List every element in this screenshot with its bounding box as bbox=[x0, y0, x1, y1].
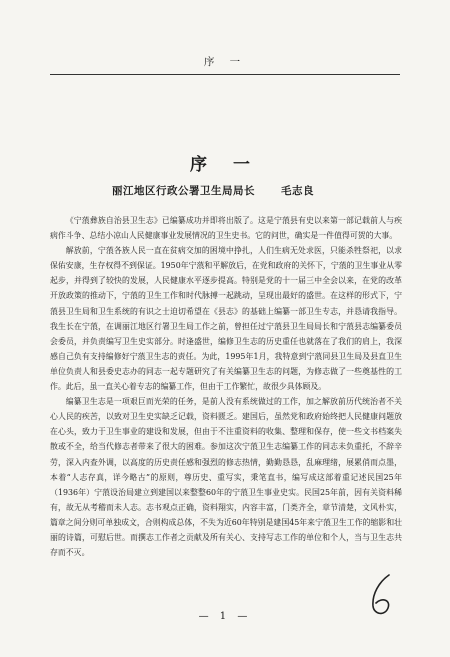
preface-body bbox=[50, 213, 402, 560]
paragraph: 解放前，宁蒗各族人民一直在贫病交加的困境中挣扎，人们生病无处求医，只能杀牲祭祀，以求保佑安康，生存权得不到保证。1950年宁蒗和平解放后，在党和政府的关怀下，宁蒗的卫生事业从零起步，并得到了较快的发展，人民健康水平逐步提高。特别是党的十一届三中全会以来，在党的改革开放政策的推动下，宁蒗的卫生工作和时代脉搏一起跳动，呈现出最好的盛世。在这样的形式下，宁蒗县卫生局和卫生系统的有识之士迫切希望在《县志》的基础上编纂一部卫生专志，并恳请我指导。我生长在宁蒗，在调丽江地区行署卫生局工作之前，曾担任过宁蒗县卫生局局长和宁蒗县志编纂委员会委员，并负责编写卫生史实部分。时逢盛世，编修卫生志的历史重任也就落在了我们的肩上，我深感自己负有支持编修好宁蒗卫生志的责任。为此，1995年1月，我特意到宁蒗同县卫生局及县直卫生单位负责人和县委史志办的同志一起专题研究了有关编纂卫生志的问题，为修志做了一些奠基性的工作。此后，虽一直关心着专志的编纂工作，但由于工作繁忙，故很少具体顾及。 bbox=[50, 246, 402, 392]
paragraph: 编纂卫生志是一项艰巨而光荣的任务，是前人没有系统做过的工作，加之解放前历代统治者不关心人民的疾苦，以致对卫生史实缺乏记载，资料匮乏。建国后，虽然党和政府始终把人民健康问题放在心头，致力于卫生事业的建设和发展，但由于不注重资料的收集、整理和保存，使一些文书档案失散或不全，给当代修志者带来了很大的困难。参加这次宁蒗卫生志编纂工作的同志未负重托，不辞辛劳，深入内查外调，以高度的历史责任感和强烈的修志热情，勤勤恳恳，乱麻理绪，展累俏而点墨，本着“人志存真，详今略古”的原则，尊历史、重写实，秉笔直书，编写成这部着重记述民国25年（1936年）宁蒗设治局建立到建国以来整整60年的宁蒗卫生事业史实。民国25年前，因有关资料稀有，故无从考稽而未人志。志书观点正确，资料翔实，内容丰富，门类齐全，章节清楚，文风朴实，篇章之间分则可单独成文，合则构成总体，不失为近60年特别是建国45年来宁蒗卫生工作的缩影和壮丽的诗篇，可慰后世。而撰志工作者之贡献及所有关心、支持写志工作的单位和个人，当与卫生志共存而不灭。 bbox=[50, 397, 402, 558]
page-title: 序 一 bbox=[190, 155, 260, 175]
page-number: — 1 — bbox=[198, 611, 252, 622]
author-name: 毛志良 bbox=[281, 185, 314, 197]
author-organization: 丽江地区行政公署卫生局局长 bbox=[112, 185, 255, 197]
header-rule bbox=[50, 74, 400, 75]
running-head: 序 一 bbox=[203, 56, 247, 68]
paragraph: 《宁蒗彝族自治县卫生志》已编纂成功并即将出版了。这是宁蒗县有史以来第一部记载前人与疾病作斗争、总结小凉山人民健康事业发展情况的卫生史书。它的问世，确实是一件值得可贺的大事。 bbox=[50, 216, 402, 241]
author-byline bbox=[112, 183, 314, 198]
